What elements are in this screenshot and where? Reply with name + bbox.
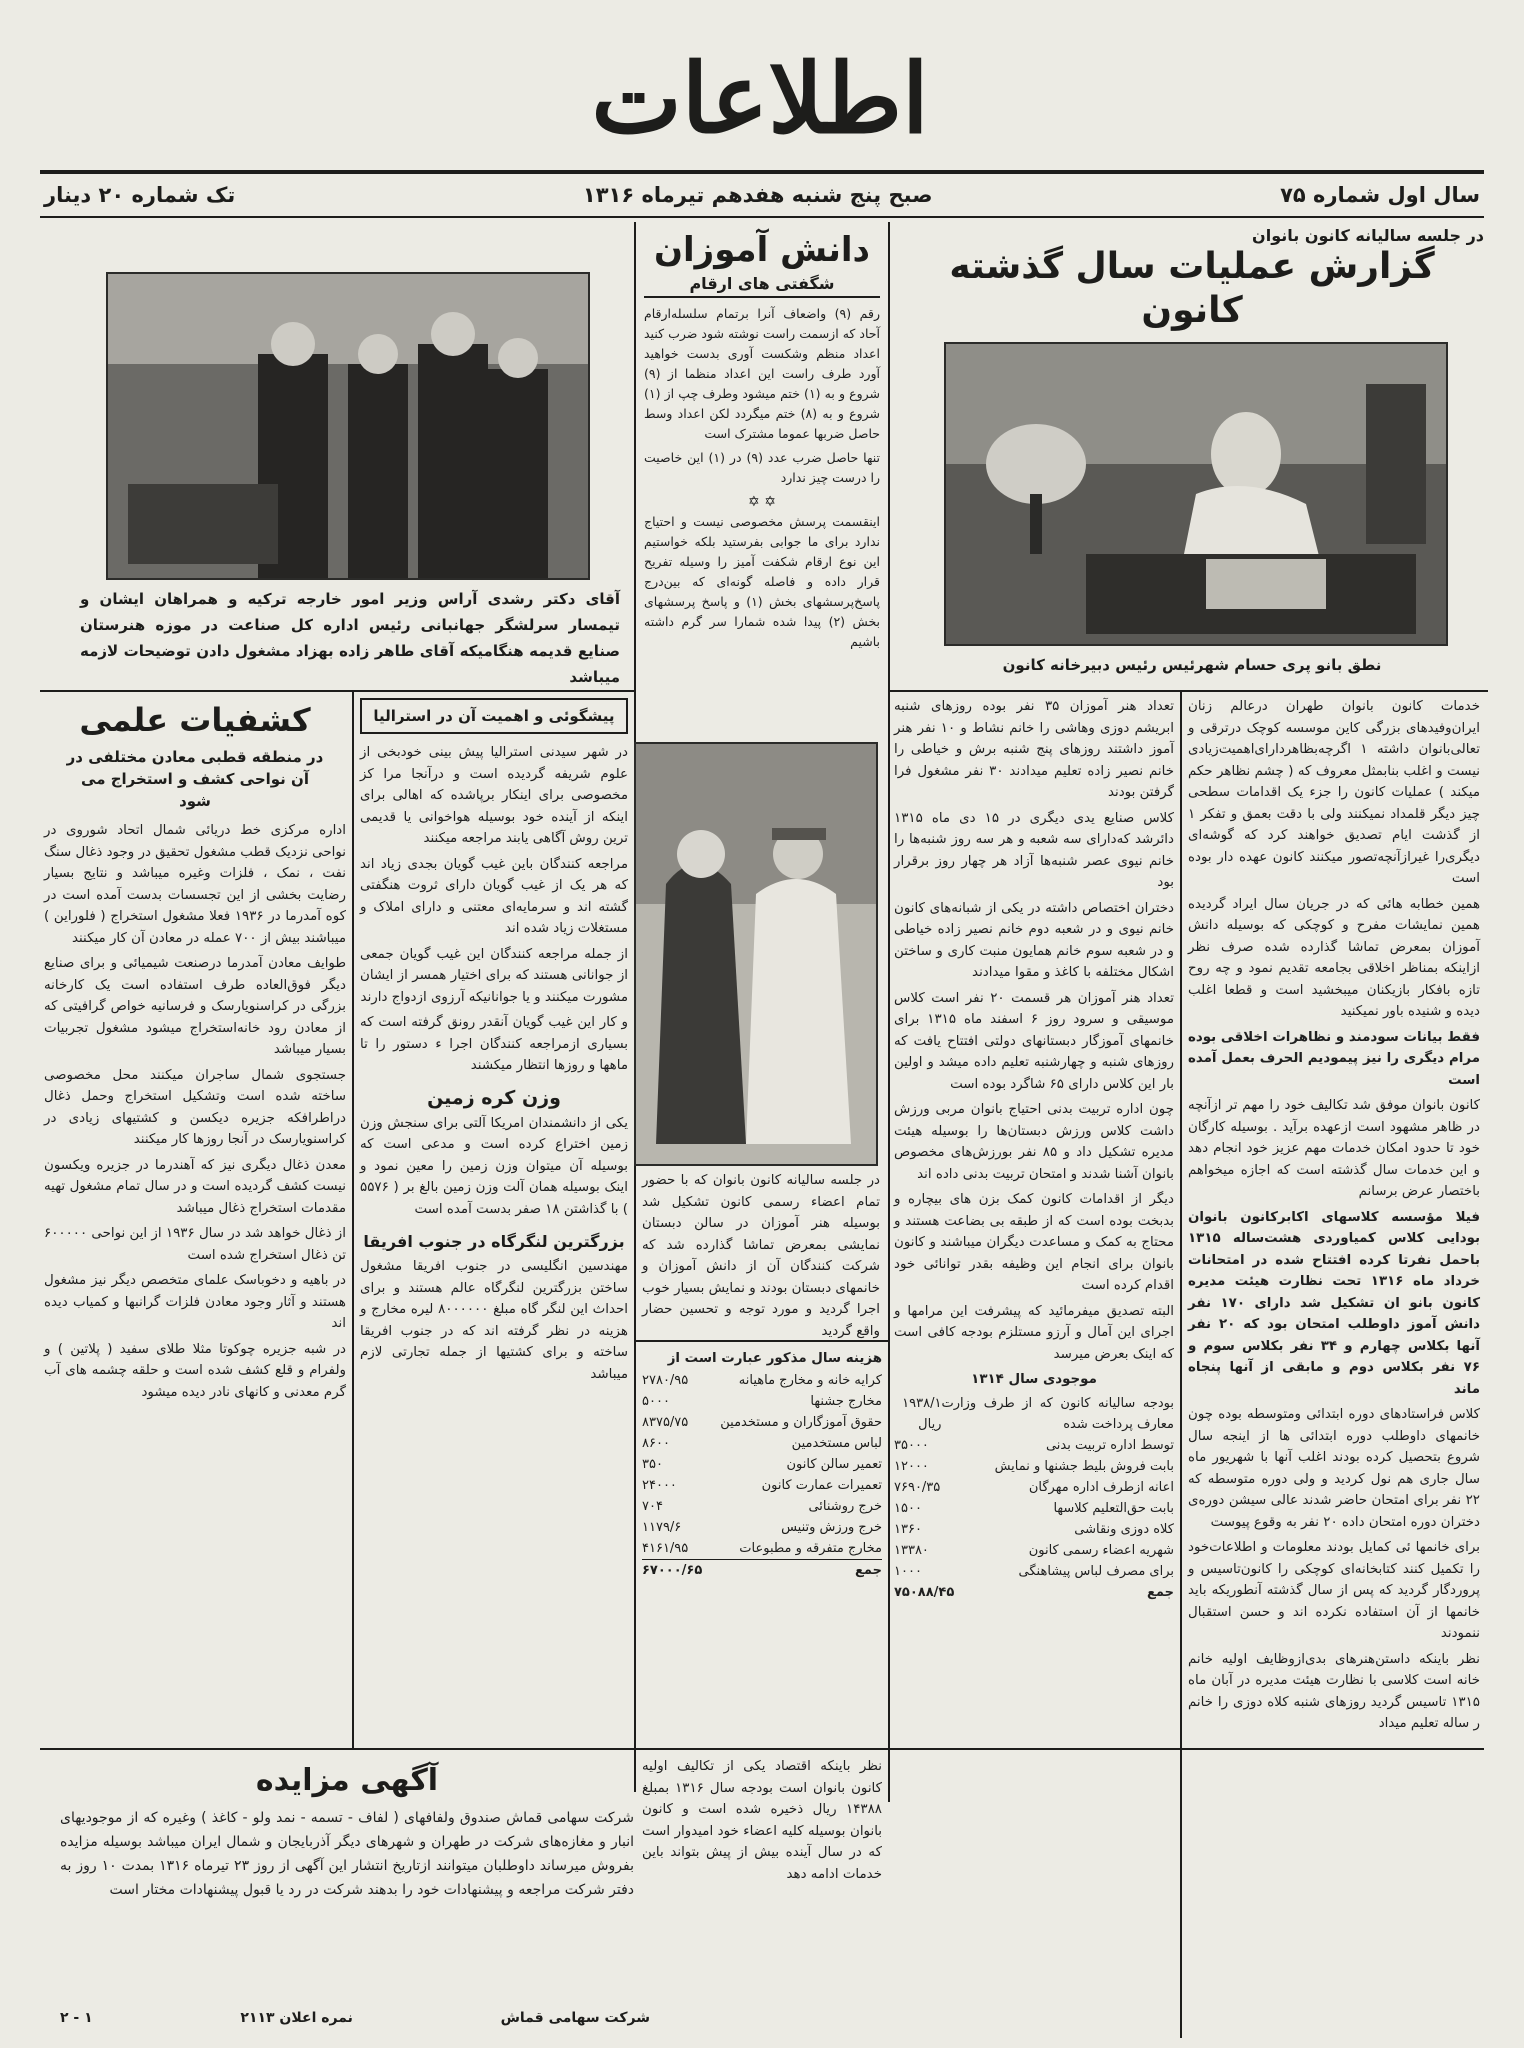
issue-bar [40,170,1484,218]
auction-title: آگهی مزایده [255,1763,439,1798]
students-paragraph: تنها حاصل ضرب عدد (۹) در (۱) این خاصیت را درست چیز ندارد [644,450,880,485]
auction-ad-part: ۱ - ۲ [60,2010,93,2026]
science-body [44,820,346,1403]
budget-row: شهریه اعضاء رسمی کانون ۱۳۳۸۰ [894,1542,1174,1558]
students-body [644,304,880,652]
science-paragraph: اداره مرکزی خط دریائی شمال اتحاد شوروی در نواحی نزدیک قطب مشغول تحقیق در وجود ذغال سنگ نفت ، نمک ، فلزات وغیره میباشد و نتایج بسیار رضایت بخشی از این تجسسات بدست آمده است در کوه آمدرما در ۱۹۳۶ فعلا مشغول استخراج ( فلوراین ) میباشند بیش از ۷۰۰ عمله در معادن آن کار میکنند [44,823,346,946]
science-paragraph: در باهیه و دخوباسک علمای متخصص دیگر نیز مشغول هستند و آثار وجود معادن فلزات گرانبها و کمیاب دیده اند [44,1273,346,1331]
column-divider [1180,690,1182,1748]
minister-photo [106,272,590,580]
anchor-body: مهندسین انگلیسی در جنوب افریقا مشغول ساختن بزرگترین لنگرگاه عالم هستند و برای احداث این لنگر گاه مبلغ ۸۰۰۰۰۰۰ لیره مخارج و هزینه در نظر گرفته اند که در جنوب افریقا ساخته و برای کشتیها از جمله تجارتی لازم میباشد [360,1259,628,1382]
report-paragraph: برای خانمها ئی کمایل بودند معلومات و اطلاعات‌خود را تکمیل کنند کتابخانه‌ای کوچکی را کانون‌تاسیس و پروردگار گردید که پس از سال گذشته آنطوریکه باید خانمها از آن استفاده نکرده اند و حسن استقبال ننمودند [1188,1540,1480,1641]
science-section [44,698,346,1738]
column-divider [1180,1748,1182,2038]
science-title: کشفیات علمی [79,701,311,739]
report-paragraph: تعداد هنر آموزان ۳۵ نفر بوده روزهای شنبه ابریشم دوزی وهاشی را خانم نشاط و ۱۰ نفر هنر آموز داشتند روزهای پنج شنبه برش و خیاطی را خانم نصیر زاده تعلیم میدادند ۳۰ نفر مشغول فرا گرفتن بودند [894,699,1174,800]
play-caption: در جلسه سالیانه کانون بانوان که با حضور تمام اعضاء رسمی کانون تشکیل شد بوسیله هنر آموزان در سالن دبستان نمایشی بمعرض تماشا گذارده شد که شرکت کنندگان آن از دانش آموزان و خانمهای دبستان بودند و نمایش بسیار خوب اجرا گردید و مورد توجه و تحسین حضار واقع گردید [642,1173,880,1339]
woman-writing-photo [946,344,1446,644]
prophecy-paragraph: مراجعه کنندگان باین غیب گویان بجدی زیاد اند که هر یک از غیب گویان دارای ثروت هنگفتی گشته اند و سرمایه‌ای معتنی و دارای املاک و مستغلات زیاد شده اند [360,856,628,936]
science-paragraph: جستجوی شمال ساجران میکنند محل مخصوصی ساخته شده است وتشکیل استخراج وحمل ذغال دراطرافکه جزیره دیکسن و کشتیهای زیادی در کراسنویارسک در آنجا روزها کار میکنند [44,1067,346,1147]
budget-row: اعانه ازطرف اداره مهرگان ۷۶۹۰/۳۵ [894,1479,1174,1495]
science-subtitle: در منطقه قطبی معادن مختلفی در آن نواحی کشف و استخراج می شود [66,748,324,810]
section-divider [40,1748,1484,1750]
minister-caption: آقای دکتر رشدی آراس وزیر امور خارجه ترکیه و همراهان ایشان و تیمسار سرلشگر جهانبانی رئیس اداره کل صناعت در موزه هنرستان صنایع قدیمه هنگامیکه آقای طاهر زاده بهزاد مشغول دادن توضیحات لازمه میباشد [80,590,620,686]
science-paragraph: از ذغال خواهد شد در سال ۱۹۳۶ از این نواحی ۶۰۰۰۰۰ تن ذغال استخراج شده است [44,1226,346,1263]
expense-row: حقوق آموزگاران و مستخدمین ۸۳۷۵/۷۵ [642,1414,882,1430]
budget-row: برای مصرف لباس پیشاهنگی ۱۰۰۰ [894,1563,1174,1579]
costumed-performers-photo [636,744,876,1164]
report-paragraph: نظر باینکه داستن‌هنرهای بدی‌ازوظایف اولیه خانم خانه است کلاسی با نظارت هیئت مدیره در آبان ماه ۱۳۱۵ تاسیس گردید روزهای شنبه کلاه دوزی را خانم ر ساله تعلیم میداد [1188,1651,1480,1731]
weight-body: یکی از دانشمندان امریکا آلتی برای سنجش وزن زمین اختراع کرده است و مدعی است که بوسیله آن میتوان وزن زمین را معین نمود و اینک بوسیله همان آلت وزن زمین بالغ بر ( ۵۵۷۶ ) با گذاشتن ۱۸ صفر بدست آمده است [360,1115,628,1217]
report-paragraph: کلاس صنایع یدی دیگری در ۱۵ دی ماه ۱۳۱۵ دائرشد که‌دارای سه شعبه و هر سه روز شنبه‌ها را خانم نیوی عصر شنبه‌ها آزاد هر چهار روز برقرار بود [894,810,1174,890]
budget-row: کلاه دوزی ونقاشی ۱۳۶۰ [894,1521,1174,1537]
students-paragraph: اینقسمت پرسش مخصوصی نیست و احتیاج ندارد برای ما جوابی بفرستید بلکه خواستیم این نوع ارقام شکفت آمیز را وسیله تفریح قرار داده و فاصله گونه‌ای که بین‌درج پاسخ‌پرسشهای بخش (۱) و پاسخ پرسشهای بخش (۲) پیدا شده شمارا سر گرم داشته باشیم [644,514,880,649]
students-subtitle: شگفتی های ارقام [644,272,880,298]
budget-title: موجودی سال ۱۳۱۴ [971,1372,1097,1387]
report-paragraph: چون اداره تربیت بدنی احتیاج بانوان مربی ورزش داشت کلاس ورزش دبستان‌ها را بوسیله هیئت مدیره تشکیل داد و ۸۵ نفر بورزش‌های مخصوص بانوان آشنا شدند و امتحان تربیت بدنی داده اند [894,1102,1174,1182]
prophecy-paragraph: در شهر سیدنی استرالیا پیش بینی خودبخی از علوم شریفه گردیده است و درآنجا مرا کز مخصوصی برای اینکار برپاشده که اهالی برای اینکه از آینده خود بوسیله هواخوانی یا قدیمی ترین روش آگاهی یابند مراجعه میکنند [360,745,628,846]
students-title: دانش آموزان [653,230,871,270]
expense-row: مخارج جشنها ۵۰۰۰ [642,1393,882,1409]
prophecy-section [360,698,628,1738]
students-section [644,228,880,688]
date-label: صبح پنج شنبه هفدهم تیرماه ۱۳۱۶ [582,183,933,207]
prophecy-title: پیشگوئی و اهمیت آن در استرالیا [360,698,628,734]
anchor-title: بزرگترین لنگرگاه در جنوب افریقا [363,1232,625,1251]
prophecy-paragraph: و کار این غیب گویان آنقدر رونق گرفته است که بسیاری ازمراجعه کنندگان اجرا ء دستور را تا ماهها و روزها انتظار میکشند [360,1015,628,1073]
expense-row: لباس مستخدمین ۸۶۰۰ [642,1435,882,1451]
report-kicker: در جلسه سالیانه کانون بانوان [1252,226,1484,245]
section-divider [40,690,636,692]
expense-row: تعمیر سالن کانون ۳۵۰ [642,1456,882,1472]
budget-row: بودجه سالیانه کانون که از طرف وزارت معارف پرداخت شده ۱۹۳۸/۱ ریال [902,1395,1174,1432]
science-paragraph: طوایف معادن آمدرما درصنعت شیمیائی و برای صنایع دیگر فوق‌العاده طرف استفاده است یک کارخانه بزرگی در کراسنویارسک و فرسانیه خواص گرافیتی که از معادن رود خانه‌استخراج میشود مشغول تجربیات بسیار میباشد [44,956,346,1057]
budget-row: بابت فروش بلیط جشنها و نمایش ۱۲۰۰۰ [894,1458,1174,1474]
expense-row: خرج ورزش وتنیس ۱۱۷۹/۶ [642,1519,882,1535]
budget-total-row: جمع ۷۵۰۸۸/۴۵ [894,1584,1174,1600]
expense-row: مخارج متفرقه و مطبوعات ۴۱۶۱/۹۵ [642,1540,882,1556]
report-paragraph: فقط بیانات سودمند و نظاهرات اخلاقی بوده مرام دیگری را نیز پیمودیم الحرف بعمل آمده است [1188,1029,1480,1088]
report-paragraph: تعداد هنر آموزان هر قسمت ۲۰ نفر است کلاس موسیقی و سرود روز ۶ اسفند ماه ۱۳۱۵ برای خانمهای آموزگار دبستانهای دولتی افتتاح یافت که روزهای شنبه و چهارشنبه تعلیم داده میشد و اولین بار این کلاس دارای ۶۵ شاگرد بوده است [894,990,1174,1092]
column-divider [888,222,890,1802]
masthead-title: اطلاعات [591,41,929,155]
report-paragraph: کلاس فراستادهای دوره ابتدائی ومتوسطه بوده چون خانمهای داوطلب دوره ابتدائی ها از اینجه سال شروع بتحصیل کرده بودند اغلب آنها با شهریور ماه سال جاری هم نول کردید و ولی دوره متوسطه که ۲۲ نفر برای امتحان حاضر شدند عالی سیشن دوره‌ی دختران دوره امتحان داده ۲۰ نفر به وقوع پیوست [1188,1407,1480,1530]
report-headline: گزارش عملیات سال گذشته کانون [949,246,1435,331]
report-paragraph: خدمات کانون بانوان طهران درعالم زنان ایران‌وفیدهای بزرگی کاین موسسه کوچک درترقی و تعالی‌بانوان‌ داشته ۱ اگرچه‌بظاهردارای‌اهمیت‌زیادی نیست و اغلب بنابمثل معروف که ( چشم نظاهر حکم میکند ) عملیات کانون را جزء یک اقدامات سطحی چیز دیگر قلمداد نمیکنند ولی با دقت بعمق و تفکر ۱ از گذشت ایام تصدیق خواهند کرد که گوشه‌ای دیگری‌را غیرازآنچه‌تصور میکنند کانون عهده دار بوده است [1188,699,1480,886]
report-paragraph: دختران اختصاص داشته در یکی از شبانه‌های کانون خانم نیوی و در شعبه دوم خانم نصیر زاده خیاطی و در شعبه سوم خانم همایون منبت کاری و ساختن اشکال مختلفه با کاغذ و مقوا میدادند [894,900,1174,980]
finance-note: نظر باینکه اقتصاد یکی از تکالیف اولیه کانون بانوان است بودجه سال ۱۳۱۶ بمبلغ ۱۴۳۸۸ ریال ذخیره شده است و کانون بانوان بوسیله کلیه اعضاء خود امیدوار است که در سال آینده بیش از پیش بتواند باین خدمات ادامه دهد [642,1759,882,1882]
report-paragraph: همین خطابه هائی که در جریان سال ایراد گردیده همین نمایشات مفرح و کوچکی که بوسیله دانش آموزان بمعرض تماشا گذارده شده صرف نظر ازاینکه بمناظر اخلاقی بجامعه تقدیم نمود و چه روح تازه بافکار بازیکنان میبخشید است و قطعا اغلب دیده و شنیده باور نمیکنید [1188,896,1480,1019]
auction-company: شرکت سهامی قماش [500,2010,650,2026]
report-paragraph: دیگر از اقدامات کانون کمک بزن های بیچاره و بدبخت بوده است که از طبقه بی بضاعت هستند و محتاج به کمک و مساعدت دیگران میباشند و کانون بانوان برای انجام این وظیفه بقدر توانائی خود اقدام کرده است [894,1192,1174,1293]
finance-intro: هزینه سال مذکور عبارت است از [667,1351,882,1366]
expense-row: تعمیرات عمارت کانون ۲۴۰۰۰ [642,1477,882,1493]
play-photo [634,742,878,1166]
auction-ad-number: نمره اعلان ۲۱۱۳ [240,2010,353,2026]
stars-divider: ✡ ✡ [748,494,776,510]
prophecy-paragraph: از جمله مراجعه کنندگان این غیب گویان جمعی از جوانانی هستند که برای اختیار همسر از ایشان مشورت میکنند و یا جوانانیکه آرزوی ازدواج دارند [360,946,628,1005]
report-column-2 [894,696,1174,1746]
section-divider [888,690,1488,692]
auction-body: شرکت سهامی قماش صندوق ولفافهای ( لفاف - تسمه - نمد ولو - کاغذ ) وغیره که از موجودیهای انبار و مغازه‌های شرکت در طهران و شهرهای دیگر آذربایجان و شمال ایران میباشد بوسیله مزایده بفروش میرساند داوطلبان میتوانند ازتاریخ انتشار این آگهی از روز ۲۳ تیرماه ۱۳۱۶ بمدت ۱۰ روز به دفتر شرکت مراجعه و پیشنهادات خود را بدهند شرکت در رد یا قبول پیشنهادات مختار است [60,1810,634,1898]
science-paragraph: معدن ذغال دیگری نیز که آهندرما در جزیره ویکسون نیست کشف گردیده است و در سال تمام مشغول تهیه مقدمات استخراج ذغال میباشد [44,1157,346,1216]
budget-table [894,1393,1174,1603]
report-column-1 [1188,696,1480,1746]
report-paragraph: فیلا مؤسسه کلاسهای اکابرکانون بانوان بودایی کلاس کمیاوردی هشت‌ساله ۱۳۱۵ باحمل نفرتا کرده افتتاح‌ شده در امتحانات خرداد ماه ۱۳۱۶ تحت نظارت هیئت مدیره کانون بانو ان تشکیل شد دارای ۱۷۰ نفر دانش آموز داوطلب امتحان بود که ۲۰ نفر آنها بکلاس چهارم و ۳۴ نفر بکلاس سوم و ۷۶ نفر بکلاس دوم و مابقی از آنها پنجاه ماند [1188,1209,1480,1397]
prophecy-body [360,742,628,1077]
report-photo-caption: نطق بانو پری حسام شهرئیس رئیس دبیرخانه کانون [1002,656,1382,674]
price-label: تک شماره ۲۰ دینار [44,183,236,207]
finance-section [642,1348,882,1743]
dignitaries-photo [108,274,588,578]
students-paragraph: رقم (۹) واضعاف آنرا برتمام سلسله‌ارقام آحاد که ازسمت راست نوشته شود ضرب کنید اعداد منظم وشکست آوری بدست خواهید آورد طرف راست این اعداد منظما از (۹) شروع و به (۱) ختم میشود وطرف چپ از (۱) شروع و به (۸) ختم میگردد لکن اعداد وسط حاصل ضربها عموما مشترک است [644,306,880,441]
column-divider [352,690,354,1748]
weight-title: وزن کره زمین [427,1086,561,1109]
expense-total-row: جمع ۶۷۰۰۰/۶۵ [642,1559,882,1581]
report-photo [944,342,1448,646]
expense-row: کرایه خانه و مخارج ماهیانه ۲۷۸۰/۹۵ [642,1372,882,1388]
auction-ad [60,1756,634,2006]
report-header [900,226,1484,331]
budget-row: توسط اداره تربیت بدنی ۳۵۰۰۰ [894,1437,1174,1453]
budget-row: بابت حق‌التعلیم کلاسها ۱۵۰۰ [894,1500,1174,1516]
science-paragraph: در شبه جزیره چوکوتا مثلا طلای سفید ( پلاتین ) و ولفرام و قلع کشف شده است و حلقه چشمه های آب گرم معدنی و کانهای نادر دیده میشود [44,1341,346,1400]
expense-row: خرج روشنائی ۷۰۴ [642,1498,882,1514]
report-paragraph: البته تصدیق میفرمائید که پیشرفت این مرامها و اجرای این آمال و آرزو مستلزم بودجه کافی است که اینک بعرض میرسد [894,1303,1174,1362]
auction-footer [60,2010,650,2026]
issue-number: سال اول شماره ۷۵ [1280,183,1480,207]
report-paragraph: کانون بانوان موفق شد تکالیف خود را مهم تر ازآنچه در ظاهر مشهود است ازعهده برآید . بوسیله کارگان خود تا حدود امکان خدمات مهم عزیز خود انجام دهد و این خدمات سال گذشته است که اجازه میخواهم باختصار عرض برسانم [1188,1098,1480,1199]
